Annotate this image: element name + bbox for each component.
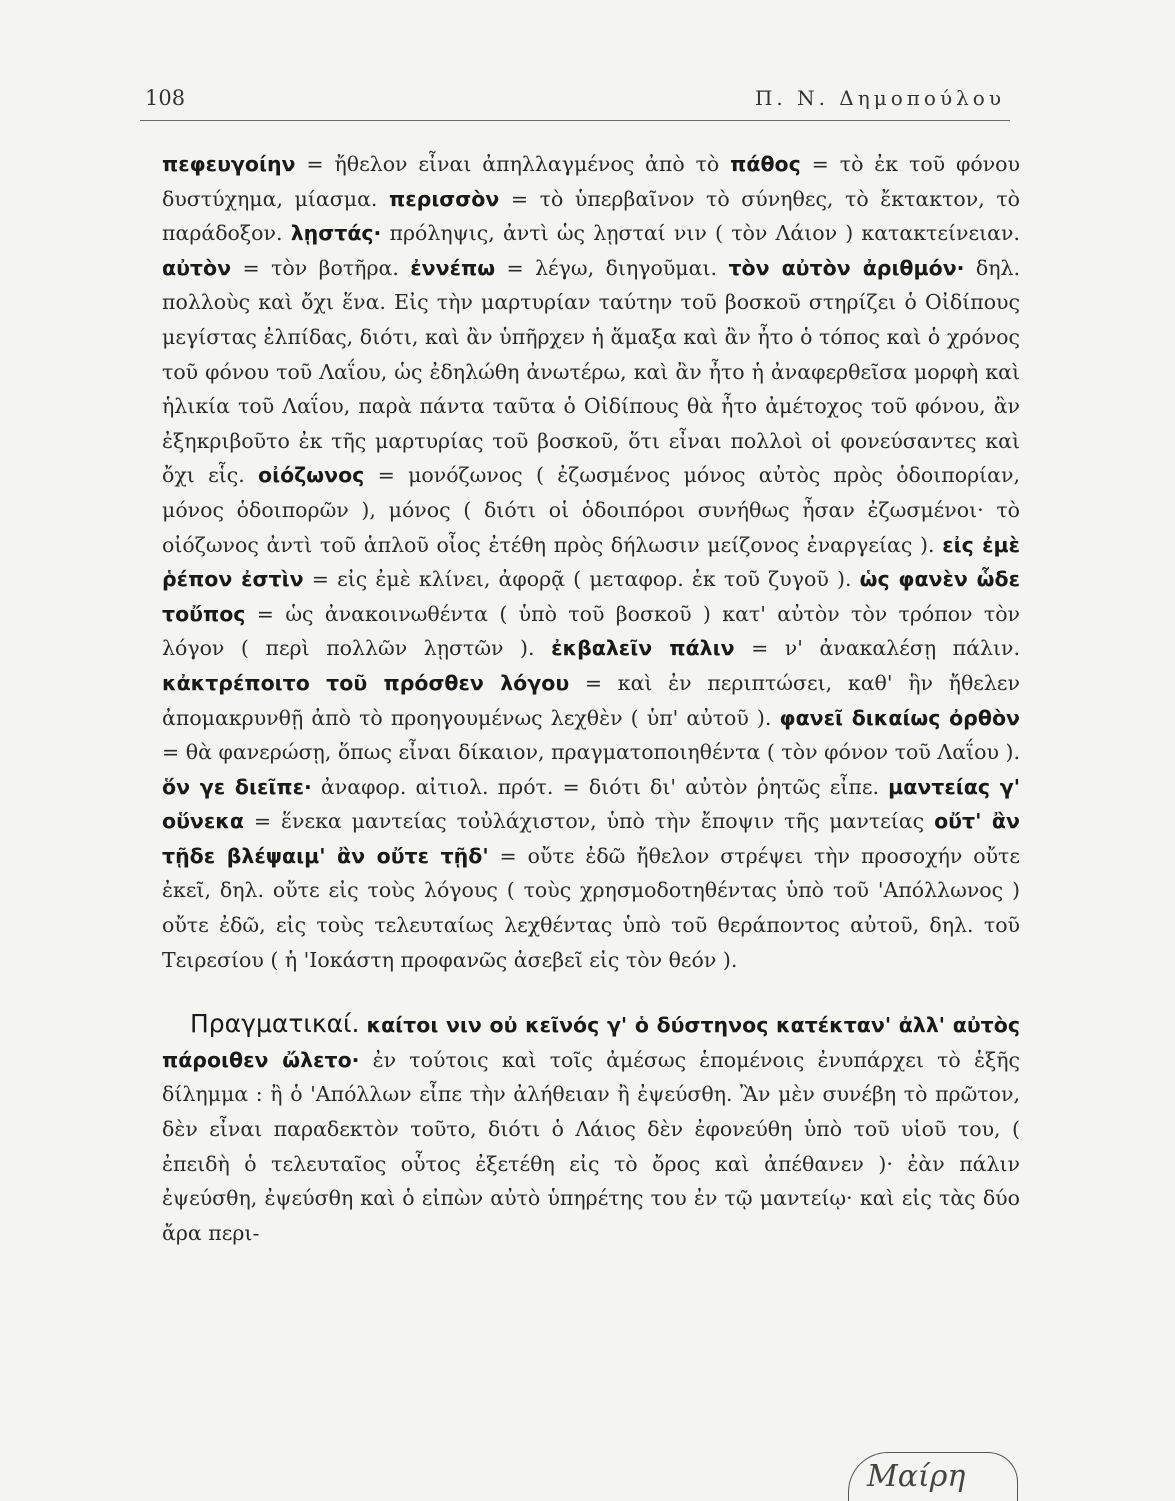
gloss-text: = μονόζωνος ( ἐζωσμένος μόνος αὐτὸς πρὸς ὁδοιπορίαν, μόνος ὁδοιπορῶν ), μόνος ( διότι οἱ ὁδοιπόροι συνήθως ἦσαν ἐζωσμένοι· τὸ οἰόζωνος ἀντὶ τοῦ ἁπλοῦ οἶος ἐτέθη πρὸς δήλωσιν μείζονος ἐναργείας ). bbox=[162, 463, 1020, 557]
lemma: εἰς ἐμὲ ῥέπον ἐστὶν bbox=[162, 532, 1020, 592]
lemma: μαντείας γ' οὕνεκα bbox=[162, 774, 1020, 834]
body-text bbox=[162, 147, 1020, 1250]
page-header bbox=[140, 70, 1010, 121]
gloss-text: = τὸν βοτῆρα. bbox=[231, 255, 411, 280]
gloss-text: = ν' ἀνακαλέσῃ πάλιν. bbox=[734, 636, 1020, 661]
gloss-text: = ἕνεκα μαντείας τοὐλάχιστον, ὑπὸ τὴν ἔποψιν τῆς μαντείας bbox=[243, 809, 935, 834]
lemma: ἐκβαλεῖν πάλιν bbox=[551, 636, 735, 661]
gloss-text: πρόληψις, ἀντὶ ὡς λῃσταί νιν ( τὸν Λάιον ) κατακτείνειαν. bbox=[381, 221, 1020, 246]
gloss-text: δηλ. πολλοὺς καὶ ὄχι ἕνα. Εἰς τὴν μαρτυρίαν ταύτην τοῦ βοσκοῦ στηρίζει ὁ Οἰδίπους μεγίστας ἐλπίδας, διότι, καὶ ἂν ὑπῆρχεν ἡ ἅμαξα καὶ ἂν ἦτο ὁ τόπος καὶ ὁ χρόνος τοῦ φόνου τοῦ Λαΐου, ὡς ἐδηλώθη ἀνωτέρω, καὶ ἂν ἦτο ἡ ἀναφερθεῖσα μορφὴ καὶ ἡλικία τοῦ Λαΐου, παρὰ πάντα ταῦτα ὁ Οἰδίπους θὰ ἦτο ἀμέτοχος τοῦ φόνου, ἂν ἐξηκριβοῦτο ἐκ τῆς μαρτυρίας τοῦ βοσκοῦ, ὅτι εἶναι πολλοὶ οἱ φονεύσαντες καὶ ὄχι εἷς. bbox=[162, 255, 1020, 488]
gloss-text: = ὡς ἀνακοινωθέντα ( ὑπὸ τοῦ βοσκοῦ ) κατ' αὐτὸν τὸν τρόπον τὸν λόγον ( περὶ πολλῶν λῃστῶν ). bbox=[162, 601, 1020, 661]
gloss-text: = θὰ φανερώσῃ, ὅπως εἶναι δίκαιον, πραγματοποιηθέντα ( τὸν φόνον τοῦ Λαΐου ). bbox=[162, 740, 1020, 765]
lemma: πεφευγοίην bbox=[162, 152, 296, 176]
handwritten-signature bbox=[848, 1452, 1018, 1501]
lemma: αὐτὸν bbox=[162, 255, 232, 280]
gloss-text: = καὶ ἐν περιπτώσει, καθ' ἣν ἤθελεν ἀπομακρυνθῇ ἀπὸ τὸ προηγουμένως λεχθὲν ( ὑπ' αὐτοῦ ). bbox=[162, 670, 1021, 730]
lemma: πάθος bbox=[730, 152, 801, 176]
section-lead: Πραγματικαί. bbox=[190, 1009, 360, 1039]
signature-text: Μαίρη bbox=[867, 1459, 966, 1494]
gloss-text: ἀναφορ. αἰτιολ. πρότ. = διότι δι' αὐτὸν ῥητῶς εἶπε. bbox=[311, 774, 889, 799]
lemma: ὡς φανὲν ὧδε τοὔπος bbox=[162, 567, 1020, 626]
gloss-text bbox=[359, 1013, 366, 1037]
realia-paragraph bbox=[162, 1007, 1020, 1250]
gloss-text: = τὸ ὑπερβαῖνον τὸ σύνηθες, τὸ ἔκτακτον, τὸ παράδοξον. bbox=[162, 186, 1021, 246]
lemma: ὅν γε διεῖπε· bbox=[162, 774, 312, 799]
page-number: 108 bbox=[145, 86, 186, 110]
gloss-text: = ἤθελον εἶναι ἀπηλλαγμένος ἀπὸ τὸ bbox=[295, 152, 731, 176]
gloss-text: = οὔτε ἐδῶ ἤθελον στρέψει τὴν προσοχήν οὔτε ἐκεῖ, δηλ. οὔτε εἰς τοὺς λόγους ( τοὺς χρησμοδοτηθέντας ὑπὸ τοῦ 'Απόλλωνος ) οὔτε ἐδῶ, εἰς τοὺς τελευταίως λεχθέντας ὑπὸ τοῦ θεράποντος αὐτοῦ, δηλ. τοῦ Τειρεσίου ( ἡ 'Ιοκάστη προφανῶς ἀσεβεῖ εἰς τὸν θεόν ). bbox=[162, 843, 1020, 972]
commentary-paragraph bbox=[162, 147, 1020, 977]
gloss-text: = τὸ ἐκ τοῦ φόνου δυστύχημα, μίασμα. bbox=[162, 152, 1020, 211]
lemma: ἐννέπω bbox=[410, 255, 496, 280]
gloss-text: = λέγω, διηγοῦμαι. bbox=[495, 255, 729, 280]
running-head: Π. Ν. Δημοπούλου bbox=[754, 86, 1005, 110]
lemma: κἀκτρέποιτο τοῦ πρόσθεν λόγου bbox=[162, 670, 570, 695]
lemma: καίτοι νιν οὐ κεῖνός γ' ὁ δύστηνος κατέκταν' ἀλλ' αὐτὸς πάροιθεν ὤλετο· bbox=[162, 1013, 1020, 1072]
lemma: οἰόζωνος bbox=[258, 463, 365, 488]
gloss-text: = εἰς ἐμὲ κλίνει, ἀφορᾷ ( μεταφορ. ἐκ τοῦ ζυγοῦ ). bbox=[303, 567, 860, 592]
gloss-text: ἐν τούτοις καὶ τοῖς ἀμέσως ἑπομένοις ἐνυπάρχει τὸ ἑξῆς δίλημμα : ἢ ὁ 'Απόλλων εἶπε τὴν ἀλήθειαν ἢ ἐψεύσθη. Ἂν μὲν συνέβη τὸ πρῶτον, δὲν εἶναι παραδεκτὸν τοῦτο, διότι ὁ Λάιος δὲν ἐφονεύθη ὑπὸ τοῦ υἱοῦ του, ( ἐπειδὴ ὁ τελευταῖος οὗτος ἐξετέθη εἰς τὸ ὄρος καὶ ἀπέθανεν )· ἐὰν πάλιν ἐψεύσθη, ἐψεύσθη καὶ ὁ εἰπὼν αὐτὸ ὑπηρέτης του ἐν τῷ μαντείῳ· καὶ εἰς τὰς δύο ἄρα περι- bbox=[162, 1047, 1020, 1245]
lemma: οὔτ' ἂν τῇδε βλέψαιμ' ἂν οὔτε τῇδ' bbox=[162, 809, 1020, 868]
lemma: τὸν αὐτὸν ἀριθμόν· bbox=[728, 255, 965, 280]
lemma: λῃστάς· bbox=[290, 221, 382, 246]
lemma: περισσὸν bbox=[389, 186, 500, 211]
lemma: φανεῖ δικαίως ὀρθὸν bbox=[779, 705, 1020, 730]
